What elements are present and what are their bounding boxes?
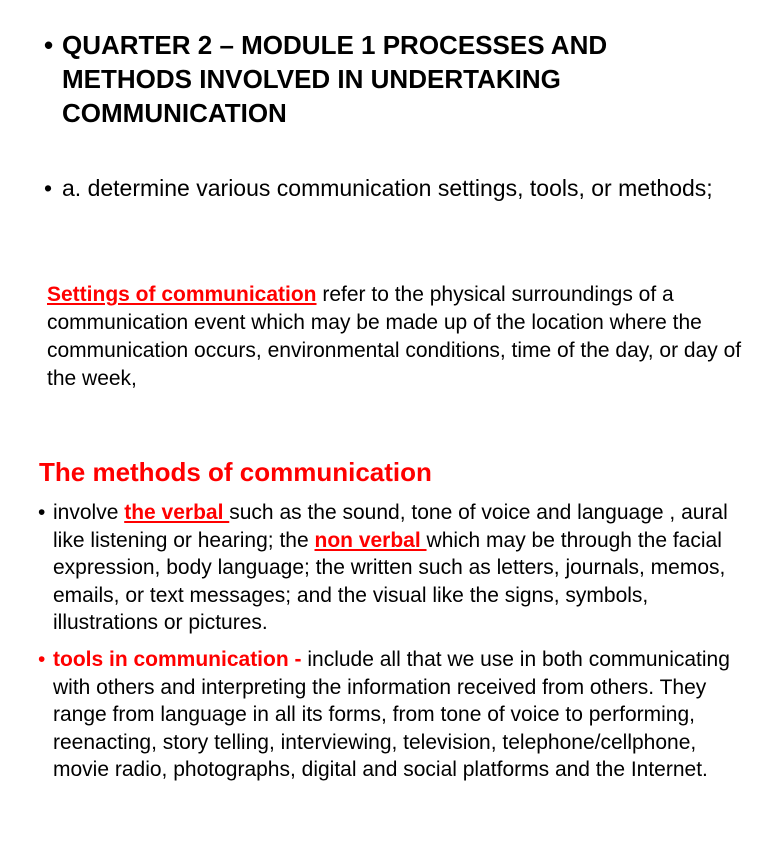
nonverbal-description: which may be through the facial expression, body language; the written such as letters, journals, memos, emails, or text messages; and the visual like the signs, symbols, illustrations or pictures.	[53, 528, 726, 634]
tools-bullet	[38, 646, 753, 784]
settings-definition: refer to the physical surroundings of a communication event which may be made up of the location where the communication occurs, environmental conditions, time of the day, or day of the week,	[47, 283, 742, 390]
title-bullet	[44, 28, 684, 130]
bullet-icon: •	[44, 30, 54, 60]
methods-bullet	[38, 499, 753, 637]
tools-text	[53, 646, 753, 784]
bullet-icon: •	[38, 501, 46, 524]
verbal-description: such as the sound, tone of voice and language , aural like listening or hearing; the	[53, 501, 728, 552]
objective-text: a. determine various communication settings, tools, or methods;	[62, 175, 713, 201]
methods-text	[53, 499, 753, 637]
settings-paragraph	[47, 281, 747, 393]
module-title: QUARTER 2 – MODULE 1 PROCESSES AND METHODS INVOLVED IN UNDERTAKING COMMUNICATION	[62, 30, 608, 128]
settings-term: Settings of communication	[47, 283, 317, 306]
verbal-term: the verbal	[124, 501, 230, 524]
tools-term: tools in communication -	[53, 648, 308, 671]
tools-description: include all that we use in both communicating with others and interpreting the information received from others. They range from language in all its forms, from tone of voice to performing, reenacting, story telling, interviewing, television, telephone/cellphone, movie radio, photographs, digital and social platforms and the Internet.	[53, 648, 730, 781]
bullet-icon: •	[38, 648, 46, 671]
methods-intro: involve	[53, 501, 125, 524]
nonverbal-term: non verbal	[314, 528, 427, 552]
objective-bullet	[44, 173, 724, 204]
methods-heading: The methods of communication	[39, 457, 432, 487]
bullet-icon: •	[44, 175, 53, 201]
